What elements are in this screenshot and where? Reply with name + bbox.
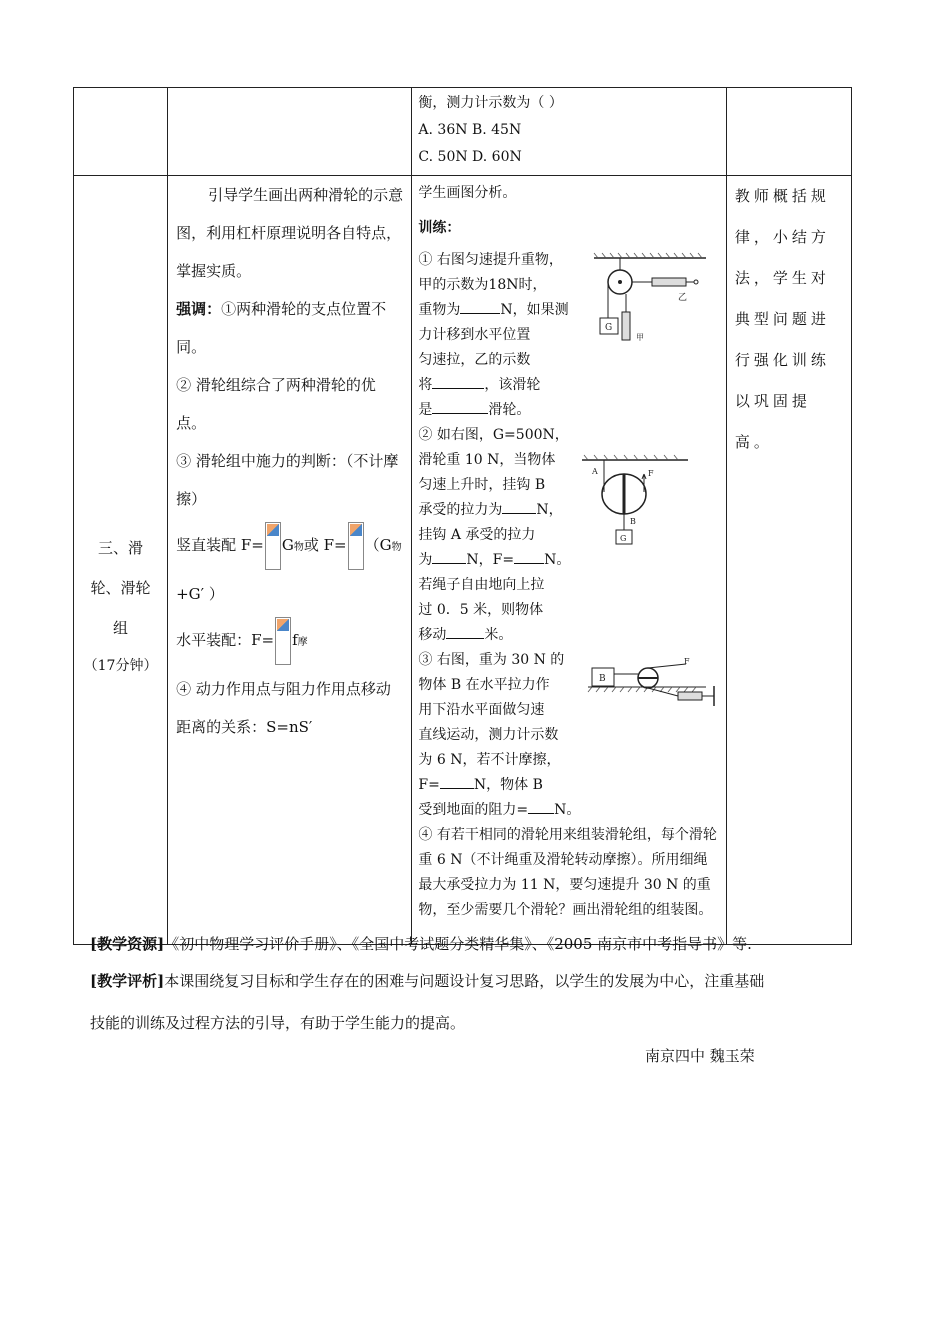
guide-cell [168,176,412,945]
student-intro: 学生画图分析。 [418,185,517,201]
author-signature: 南京四中 魏玉荣 [645,1047,755,1065]
horizontal-formula: 水平装配：F= f摩 [176,613,405,670]
question-2: ② 如右图，G=500N， 滑轮重 10 N，当物体 匀速上升时，挂钩 B 承受的拉力为 N， 挂钩 A 承受的拉力 为 N，F= N。 若绳子自由地向上拉 过 0．5 米，则物体 移动 米。 [418,427,571,643]
table-cell [74,88,168,176]
teaching-resources: [教学资源]《初中物理学习评价手册》、《全国中考试题分类精华集》、《2005 南京市中考指导书》等. [90,935,752,953]
question-stem: 衡，测力计示数为（ ） [418,95,563,111]
teacher-cell [726,176,851,945]
pulley-figure-1 [590,252,710,360]
section-cell [74,176,168,945]
figure-label: G [620,534,627,543]
formula-image-icon [348,522,364,570]
table-row [74,88,852,176]
table-row [74,176,852,945]
formula-image-icon [275,617,291,665]
figure-label: B [599,674,607,684]
answer-blank[interactable] [528,798,554,814]
student-cell [412,176,726,945]
teaching-evaluation: [教学评析]本课围绕复习目标和学生存在的困难与问题设计复习思路，以学生的发展为中心，注重基础 [90,972,765,990]
guide-point-1: ①两种滑轮的支点位置不同。 [176,300,387,356]
answer-blank[interactable] [432,548,466,564]
figure-label: F [684,657,690,666]
question-1: ① 右图匀速提升重物， 甲的示数为18N时， 重物为 N，如果测 力计移到水平位置 匀速拉，乙的示数 将 ，该滑轮 是 滑轮。 [418,252,569,418]
figure-label: 甲 [636,333,645,342]
pulley-figure-3 [586,656,718,712]
answer-blank[interactable] [440,773,474,789]
section-time: （17分钟） [83,658,158,674]
question-3: ③ 右图，重为 30 N 的 物体 B 在水平拉力作 用下沿水平面做匀速 直线运动，测力计示数 为 6 N，若不计摩擦， F= N，物体 B 受到地面的阻力= N。 [418,652,581,818]
guide-point-2: ② 滑轮组综合了两种滑轮的优点。 [176,376,376,432]
figure-label: G [605,323,613,333]
answer-blank[interactable] [446,623,484,639]
figure-label: A [592,467,599,476]
vertical-formula-tail: +G′ ） [176,585,224,603]
option-line: A. 36N B. 45N [418,122,522,138]
option-line: C. 50N D. 60N [418,149,522,165]
vertical-formula: 竖直装配 F= G物或 F= （G物 [176,518,405,575]
guide-intro: 引导学生画出两种滑轮的示意图，利用杠杆原理说明各自特点，掌握实质。 [176,186,404,280]
training-label: 训练： [418,220,461,236]
table-cell [412,88,726,176]
guide-point-3: ③ 滑轮组中施力的判断：（不计摩擦） [176,452,399,508]
figure-label: 乙 [678,293,688,303]
answer-blank[interactable] [432,373,484,389]
guide-point-4: ④ 动力作用点与阻力作用点移动距离的关系：S=nS′ [176,680,391,736]
figure-label: B [630,517,637,526]
lesson-table [73,87,852,945]
answer-blank[interactable] [432,398,488,414]
formula-image-icon [265,522,281,570]
answer-blank[interactable] [514,548,544,564]
table-cell [726,88,851,176]
teaching-evaluation-cont: 技能的训练及过程方法的引导，有助于学生能力的提高。 [90,1014,466,1032]
teacher-summary: 教师概括规律，小结方法，学生对典型问题进行强化训练以巩固提高。 [734,187,830,451]
answer-blank[interactable] [502,498,536,514]
answer-blank[interactable] [460,298,500,314]
table-cell [168,88,412,176]
emphasis-label: 强调： [176,300,222,318]
pulley-figure-2 [580,454,690,550]
question-4: ④ 有若干相同的滑轮用来组装滑轮组，每个滑轮重 6 N（不计绳重及滑轮转动摩擦）。所用细绳最大承受拉力为 11 N，要匀速提升 30 N 的重物，至少需要几个滑轮？画出滑轮组的组装图。 [418,827,717,918]
section-title: 三、滑轮、滑轮组 [90,539,151,637]
figure-label: F [648,469,654,478]
